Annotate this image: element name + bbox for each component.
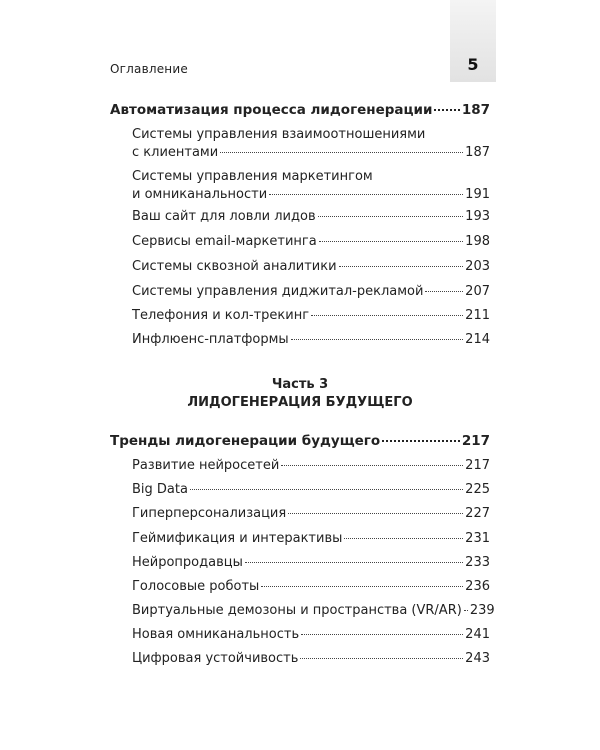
toc-item-title-line2: с клиентами [132, 145, 219, 160]
running-header: Оглавление [110, 62, 188, 76]
toc-item-title-line1: Системы управления маркетингом [132, 169, 373, 184]
leader-dots [245, 562, 463, 563]
leader-dots [220, 152, 463, 153]
toc-page-number: 241 [465, 627, 490, 642]
toc-item[interactable] [132, 602, 495, 620]
toc-page-number: 217 [465, 458, 490, 473]
toc-page-number: 214 [465, 332, 490, 347]
toc-heading-trends[interactable] [110, 432, 490, 450]
leader-dots [291, 339, 464, 340]
leader-dots [319, 241, 463, 242]
toc-page-number: 239 [469, 603, 495, 618]
page-number: 5 [467, 55, 479, 74]
leader-dots [190, 489, 463, 490]
toc-item-title: Новая омниканальность [132, 627, 300, 642]
page-number-tab [450, 0, 496, 82]
toc-heading-automation[interactable] [110, 101, 490, 119]
toc-page-number: 225 [465, 482, 490, 497]
part-label: Часть 3 [271, 377, 329, 392]
toc-item[interactable] [132, 258, 490, 276]
toc-page-number: 187 [465, 145, 490, 160]
toc-item[interactable] [132, 626, 490, 644]
toc-heading-title: Автоматизация процесса лидогенерации [110, 102, 433, 118]
toc-page-number: 217 [461, 433, 490, 449]
leader-dots [382, 440, 460, 442]
toc-page-number: 227 [465, 506, 490, 521]
leader-dots [288, 513, 463, 514]
toc-item-title-line2: и омниканальности [132, 187, 268, 202]
leader-dots [269, 194, 463, 195]
toc-item-title: Виртуальные демозоны и пространства (VR/AR) [132, 603, 462, 618]
toc-item[interactable] [132, 481, 490, 499]
toc-item-title: Big Data [132, 482, 188, 497]
toc-item[interactable] [132, 578, 490, 596]
leader-dots [318, 216, 464, 217]
toc-item-title-line1: Системы управления взаимоотношениями [132, 127, 426, 142]
part-heading [0, 376, 600, 412]
leader-dots [434, 109, 459, 111]
toc-item[interactable] [132, 650, 490, 668]
leader-dots [301, 634, 463, 635]
toc-page-number: 193 [465, 209, 490, 224]
toc-item-title: Системы управления диджитал-рекламой [132, 284, 424, 299]
toc-page-number: 231 [465, 531, 490, 546]
toc-page-number: 211 [465, 308, 490, 323]
toc-item-title: Ваш сайт для ловли лидов [132, 209, 316, 224]
toc-item[interactable] [132, 505, 490, 523]
toc-item-title: Системы сквозной аналитики [132, 259, 337, 274]
toc-page-number: 233 [465, 555, 490, 570]
toc-item-title: Гиперперсонализация [132, 506, 287, 521]
toc-item[interactable] [132, 331, 490, 349]
toc-item-title: Телефония и кол-трекинг [132, 308, 310, 323]
toc-item-title: Голосовые роботы [132, 579, 260, 594]
toc-item-title: Цифровая устойчивость [132, 651, 299, 666]
leader-dots [300, 658, 463, 659]
toc-item-marketing-automation[interactable] [132, 168, 490, 204]
toc-heading-title: Тренды лидогенерации будущего [110, 433, 381, 449]
toc-item-crm[interactable] [132, 126, 490, 162]
leader-dots [281, 465, 463, 466]
toc-item-title: Нейропродавцы [132, 555, 243, 570]
leader-dots [261, 586, 463, 587]
toc-page-number: 207 [465, 284, 490, 299]
toc-page-number: 236 [465, 579, 490, 594]
toc-page-number: 203 [465, 259, 490, 274]
leader-dots [344, 538, 463, 539]
toc-item[interactable] [132, 554, 490, 572]
toc-item-title: Развитие нейросетей [132, 458, 280, 473]
leader-dots [339, 266, 464, 267]
toc-item-title: Сервисы email-маркетинга [132, 234, 317, 249]
toc-item[interactable] [132, 208, 490, 226]
leader-dots [425, 291, 463, 292]
toc-item[interactable] [132, 283, 490, 301]
toc-page-number: 243 [465, 651, 490, 666]
toc-item-title: Геймификация и интерактивы [132, 531, 343, 546]
toc-item[interactable] [132, 457, 490, 475]
toc-item[interactable] [132, 530, 490, 548]
part-title: ЛИДОГЕНЕРАЦИЯ БУДУЩЕГО [187, 395, 413, 410]
toc-item[interactable] [132, 307, 490, 325]
toc-page-number: 198 [465, 234, 490, 249]
leader-dots [464, 610, 468, 611]
toc-item[interactable] [132, 233, 490, 251]
toc-item-title: Инфлюенс-платформы [132, 332, 289, 347]
toc-page-number: 187 [461, 102, 490, 118]
toc-page-number: 191 [465, 187, 490, 202]
leader-dots [311, 315, 463, 316]
